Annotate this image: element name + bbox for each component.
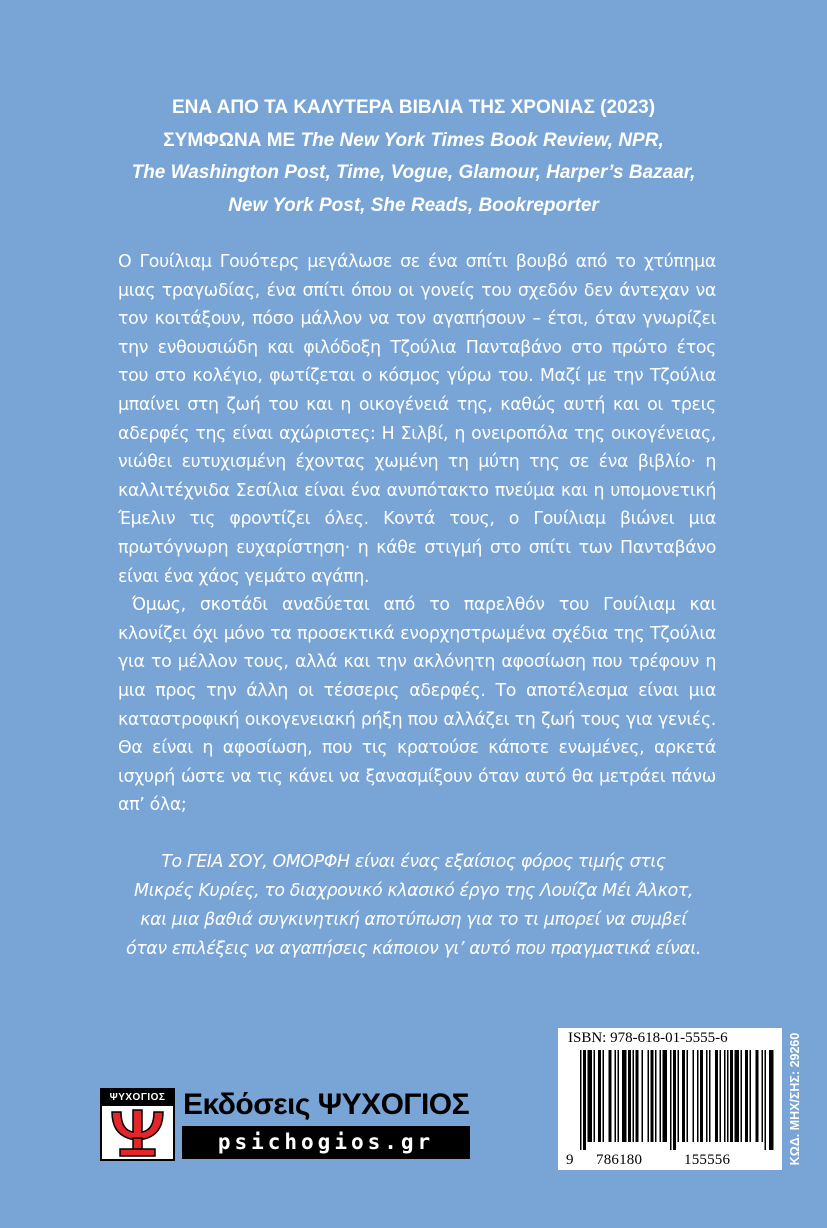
header-line-2 [60,125,767,158]
barcode-bar [594,1050,596,1142]
barcode-bar [678,1050,680,1142]
header-line-1: ΕΝΑ ΑΠΟ ΤΑ ΚΑΛΥΤΕΡΑ ΒΙΒΛΙΑ ΤΗΣ ΧΡΟΝΙΑΣ (2023) [171,97,656,118]
psi-logo-icon [106,1108,169,1158]
barcode-bar [741,1050,743,1142]
quote-line-1: Το ΓΕΙΑ ΣΟΥ, ΟΜΟΡΦΗ είναι ένας εξαίσιος φόρος τιμής στις [161,852,666,872]
barcode-bar [615,1050,617,1142]
barcode-bar [700,1050,703,1142]
barcode-bar [636,1050,639,1142]
isbn-label: ISBN: 978-618-01-5555-6 [568,1030,728,1046]
header-line-3 [60,157,767,190]
synopsis [118,248,716,820]
barcode-bar [598,1050,601,1142]
publisher-name: Εκδόσεις ΨΥΧΟΓΙΟΣ [183,1088,470,1121]
barcode-bar [769,1050,774,1150]
barcode-bar [682,1050,685,1142]
barcode-bar [697,1050,699,1142]
barcode-bar [715,1050,718,1142]
header-line-4 [60,190,767,223]
synopsis-paragraph-2: Όμως, σκοτάδι αναδύεται από το παρελθόν του Γουίλιαμ και κλονίζει όχι μόνο τα προσεκτικά ενορχηστρωμένα σχέδια της Τζούλια για το μέλλον τους, αλλά και την ακλόνητη αφοσίωση που τρέφουν η μια προς την άλλη οι τέσσερις αδερφές. Το αποτέλεσμα είναι μια καταστροφική οικογενειακή ρήξη που αλλάζει τη ζωή τους για γενιές. Θα είναι η αφοσίωση, που τις κρατούσε κάποτε ενωμένες, αρκετά ισχυρή ώστε να τις κάνει να ξανασμίξουν όταν αυτό θα μετράει πάνω απ’ όλα; [118,595,716,816]
barcode-digits-group-2: 155556 [684,1152,731,1168]
barcode-panel [558,1028,782,1170]
barcode-bar [670,1050,672,1150]
barcode-bar [628,1050,631,1142]
machine-code-text: ΚΩΔ. ΜΗΧ/ΣΗΣ: 29260 [788,1032,802,1166]
praise-header [60,92,767,222]
header-line-2-publications: The New York Times Book Review, NPR, [300,129,664,151]
barcode-digit-first: 9 [566,1152,574,1168]
header-line-3-publications: The Washington Post, Time, Vogue, Glamour, Harper’s Bazaar, [131,162,696,183]
emblem-label: ΨΥΧΟΓΙΟΣ [102,1090,173,1106]
barcode-bar [756,1050,759,1142]
barcode-bar [724,1050,726,1142]
barcode-bar [609,1050,612,1142]
quote-line-4: όταν επιλέξεις να αγαπήσεις κάποιον γι’ αυτό που πραγματικά είναι. [126,939,701,959]
barcode-bar [709,1050,711,1142]
publisher-logo-emblem [100,1088,175,1161]
barcode-bar [633,1050,635,1142]
barcode-bar [618,1050,620,1142]
barcode-bar [673,1050,676,1150]
header-line-4-publications: New York Post, She Reads, Bookreporter [228,194,599,216]
barcode-bar [648,1050,650,1142]
barcode-bar [735,1050,740,1142]
barcode-bar [651,1050,654,1142]
barcode-bar [663,1050,668,1142]
quote-line-2: Μικρές Κυρίες, το διαχρονικό κλασικό έργο της Λουίζα Μέι Άλκοτ, [133,881,694,901]
barcode-bar [765,1050,767,1150]
barcode-bar [660,1050,662,1142]
barcode-bar [730,1050,733,1142]
barcode-bar [583,1050,586,1150]
barcode-bar [642,1050,644,1142]
barcode-bar [727,1050,729,1142]
barcode-bar [588,1050,593,1142]
barcode-bar [655,1050,657,1142]
quote-line-3: και μια βαθιά συγκινητική αποτύπωση για το τι μπορεί να συμβεί [140,910,687,930]
barcode-icon [564,1050,776,1150]
barcode-digits [566,1152,770,1169]
barcode-bar [706,1050,708,1142]
barcode-bar [745,1050,748,1142]
barcode-bar [687,1050,689,1142]
barcode-bar [580,1050,582,1150]
publisher-url: psichogios.gr [182,1126,470,1159]
synopsis-paragraph-1: Ο Γουίλιαμ Γουότερς μεγάλωσε σε ένα σπίτι βουβό από το χτύπημα μιας τραγωδίας, ένα σπίτι όπου οι γονείς του σχεδόν δεν άντεχαν να τον κοιτάξουν, πόσο μάλλον να τον αγαπήσουν – έτσι, όταν γνωρίζει την ενθουσιώδη και φιλόδοξη Τζούλια Πανταβάνο στο πρώτο έτος του στο κολέγιο, φωτίζεται ο κόσμος γύρω του. Μαζί με την Τζούλια μπαίνει στη ζωή του και η οικογένειά της, καθώς αυτή και οι τρεις αδερφές της είναι αχώριστες: Η Σιλβί, η ονειροπόλα της οικογένειας, νιώθει ευτυχισμένη έχοντας χωμένη τη μύτη της σε ένα βιβλίο· η καλλιτέχνιδα Σεσίλια είναι ένα ανυπότακτο πνεύμα και η υπομονετική Έμελιν τις φροντίζει όλες. Κοντά τους, ο Γουίλιαμ βιώνει μια πρωτόγνωρη ευχαρίστηση· η κάθε στιγμή στο σπίτι των Πανταβάνο είναι ένα χάος γεμάτο αγάπη. [118,252,716,587]
barcode-bar [693,1050,695,1142]
closing-quote [90,848,737,964]
barcode-bar [762,1050,764,1142]
barcode-bar [750,1050,752,1142]
machine-code [785,1028,805,1170]
barcode-bar [720,1050,722,1142]
barcode-bar [622,1050,627,1142]
barcode-digits-group-1: 786180 [596,1152,643,1168]
barcode-bar [603,1050,605,1142]
header-line-2-prefix: ΣΥΜΦΩΝΑ ΜΕ [163,129,301,151]
